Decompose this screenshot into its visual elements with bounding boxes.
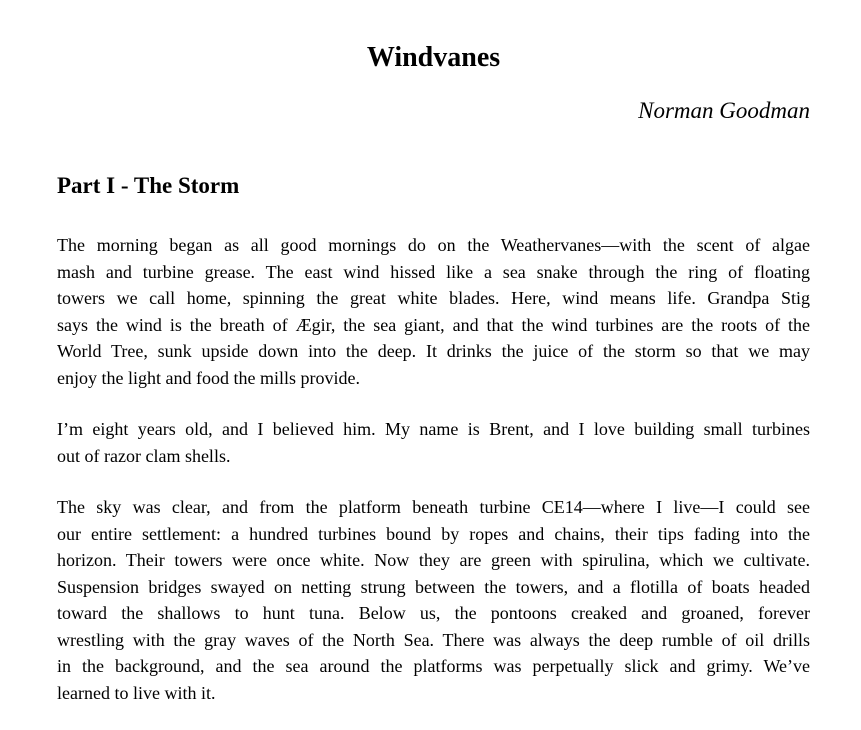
document-title: Windvanes [366,42,501,73]
text-line: The morning began as all good mornings do on the Weathervanes—with the scent of algae [57,235,810,255]
paragraph-2 [57,416,810,469]
text-line: towers we call home, spinning the great white blades. Here, wind means life. Grandpa Stig [57,288,810,308]
text-line: wrestling with the gray waves of the North Sea. There was always the deep rumble of oil drills [57,629,810,650]
text-line: mash and turbine grease. The east wind hissed like a sea snake through the ring of floating [57,261,810,282]
paragraph-1 [57,232,810,391]
text-line: I’m eight years old, and I believed him. My name is Brent, and I love building small turbines [57,419,810,439]
text-line: toward the shallows to hunt tuna. Below us, the pontoons creaked and groaned, forever [57,603,810,623]
paragraph-3 [57,494,810,706]
text-line: our entire settlement: a hundred turbines bound by ropes and chains, their tips fading into the [57,523,810,544]
text-line: in the background, and the sea around the platforms was perpetually slick and grimy. We’ve [57,656,810,676]
text-line: The sky was clear, and from the platform beneath turbine CE14—where I live—I could see [57,497,810,517]
author-byline: Norman Goodman [638,98,810,123]
text-line: Suspension bridges swayed on netting strung between the towers, and a flotilla of boats headed [57,576,810,597]
text-line: learned to live with it. [57,682,216,703]
section-heading: Part I - The Storm [57,173,240,198]
text-line: says the wind is the breath of Ægir, the sea giant, and that the wind turbines are the roots of the [57,314,810,335]
text-line: out of razor clam shells. [57,445,231,466]
text-line: enjoy the light and food the mills provide. [57,367,360,388]
text-line: horizon. Their towers were once white. Now they are green with spirulina, which we cultivate. [57,550,810,570]
text-line: World Tree, sunk upside down into the deep. It drinks the juice of the storm so that we may [57,341,810,361]
